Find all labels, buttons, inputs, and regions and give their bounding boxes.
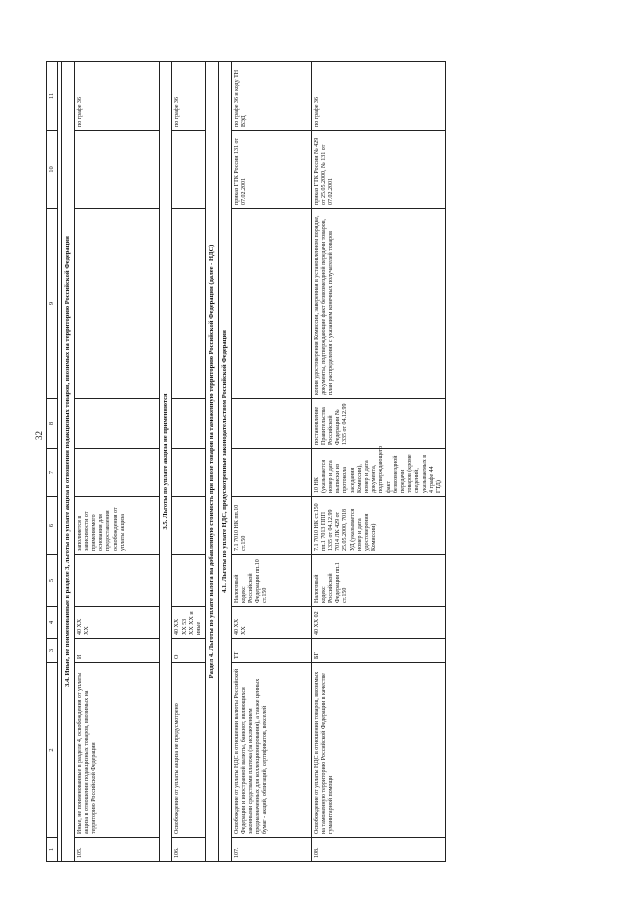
- col-number: 6: [47, 497, 58, 555]
- cell-num: 107.: [231, 838, 311, 862]
- cell-c8: [172, 399, 206, 449]
- col-number: 8: [47, 399, 58, 449]
- cell-c4: 40 ХХ ХХ 53 ХХ ХХ и иные: [172, 607, 206, 639]
- col-number: 1: [47, 838, 58, 862]
- cell-c11: по графе 36: [172, 62, 206, 131]
- table-row: [172, 62, 206, 862]
- cell-c4: 40 ХХ ХХ: [231, 607, 311, 639]
- table-row: [231, 62, 311, 862]
- cell-c10: приказ ГТК России 131 от 07.02.2001: [231, 131, 311, 209]
- rotated-table-container: [46, 62, 584, 862]
- cell-name: Освобождение от уплаты акциза не предусмотрено: [172, 663, 206, 838]
- cell-num: 108.: [311, 838, 445, 862]
- cell-c5: [172, 555, 206, 607]
- col-number: 7: [47, 449, 58, 497]
- cell-code: БГ: [311, 639, 445, 663]
- cell-c5: Налоговый кодекс Российской Федерации пп.10 ст.150: [231, 555, 311, 607]
- col-number: 11: [47, 62, 58, 131]
- section-heading: Раздел 4. Льготы по уплате налога на добавленную стоимость при ввозе товаров на таможенную территорию Российской Федерации (далее - НДС): [206, 62, 219, 862]
- section-heading: 3.4. Иные, не поименованные в разделе 3, льготы по уплате акциза в отношении подакцизных товаров, ввозимых на территорию Российской Федерации: [61, 62, 74, 862]
- cell-name: Освобождение от уплаты НДС в отношении товаров, ввозимых на таможенную территорию Российской Федерации в качестве гуманитарной помощи: [311, 663, 445, 838]
- cell-c6: [172, 497, 206, 555]
- cell-c11: по графе 36 и коду ТН ВЭД: [231, 62, 311, 131]
- cell-c7: [231, 449, 311, 497]
- cell-c9: [231, 209, 311, 399]
- section-heading: 3.5. Льготы по уплате акциза не применяются: [159, 62, 172, 862]
- cell-c4: 40 ХХ ХХ: [74, 607, 159, 639]
- cell-num: 105.: [74, 838, 159, 862]
- cell-code: О: [172, 639, 206, 663]
- cell-c6: заполняется в зависимости от применяемого основания для предоставления освобождения от уплаты акциза: [74, 497, 159, 555]
- column-number-row: [47, 62, 58, 862]
- cell-c11: по графе 36: [74, 62, 159, 131]
- cell-c5: [74, 555, 159, 607]
- table-row: [74, 62, 159, 862]
- cell-c8: [231, 399, 311, 449]
- col-number: 2: [47, 663, 58, 838]
- cell-c4: 40 ХХ 02: [311, 607, 445, 639]
- cell-c10: приказ ГТК России № 429 от 25.05.2000, № 131 от 07.02.2001: [311, 131, 445, 209]
- cell-c10: [74, 131, 159, 209]
- cell-name: Освобождение от уплаты НДС в отношении валюты Российской Федерации и иностранной валюты, банкнот, являющихся законными средствами платежа (за исключением предназначенных для коллекционирования), а также ценных бумаг - акций, облигаций, сертификатов, векселей: [231, 663, 311, 838]
- cell-c10: [172, 131, 206, 209]
- cell-c6: 7.1 7010 НК пп.10 ст.150: [231, 497, 311, 555]
- cell-c9: [74, 209, 159, 399]
- cell-code: ТТ: [231, 639, 311, 663]
- cell-c9: копия удостоверения Комиссии, заверенная в установленном порядке, документы, подтверждающие факт безвозмездной передачи товаров, план распределения с указанием конечных получателей товаров: [311, 209, 445, 399]
- col-number: 4: [47, 607, 58, 639]
- cell-c7: 10 НК (указывается номер и дата выписки из протокола заседания Комиссии), номер и дата документа, подтверждающего факт безвозмездной передачи товаров (кроме сведений, указываемых в 4 графе 44 ГТД): [311, 449, 445, 497]
- benefits-table: [46, 61, 446, 862]
- cell-name: Иные, не поименованные в разделе 4, освобождения от уплаты акциза в отношении подакцизных товаров, ввозимых на территорию Российской Федерации: [74, 663, 159, 838]
- cell-c7: [172, 449, 206, 497]
- cell-c5: Налоговый кодекс Российской Федерации пп.1 ст.150: [311, 555, 445, 607]
- cell-c8: постановление Правительства Российской Федерации № 1335 от 04.12.99: [311, 399, 445, 449]
- cell-num: 106.: [172, 838, 206, 862]
- cell-c7: [74, 449, 159, 497]
- cell-c6: 7.1 7010 НК ст.150 пп.1 7013 ППП 1335 от 04.12.99 7014 ЛК 429 от 25.05.2000, 7018 УД (указывается номер и дата удостоверения Комиссии): [311, 497, 445, 555]
- table-row: [311, 62, 445, 862]
- section-heading: 4.1. Льготы по уплате НДС, предусмотренные законодательством Российской Федерации: [218, 62, 231, 862]
- page-number: 32: [34, 431, 44, 440]
- col-number: 9: [47, 209, 58, 399]
- cell-c9: [172, 209, 206, 399]
- cell-c8: [74, 399, 159, 449]
- col-number: 10: [47, 131, 58, 209]
- col-number: 3: [47, 639, 58, 663]
- cell-code: И: [74, 639, 159, 663]
- cell-c11: по графе 36: [311, 62, 445, 131]
- col-number: 5: [47, 555, 58, 607]
